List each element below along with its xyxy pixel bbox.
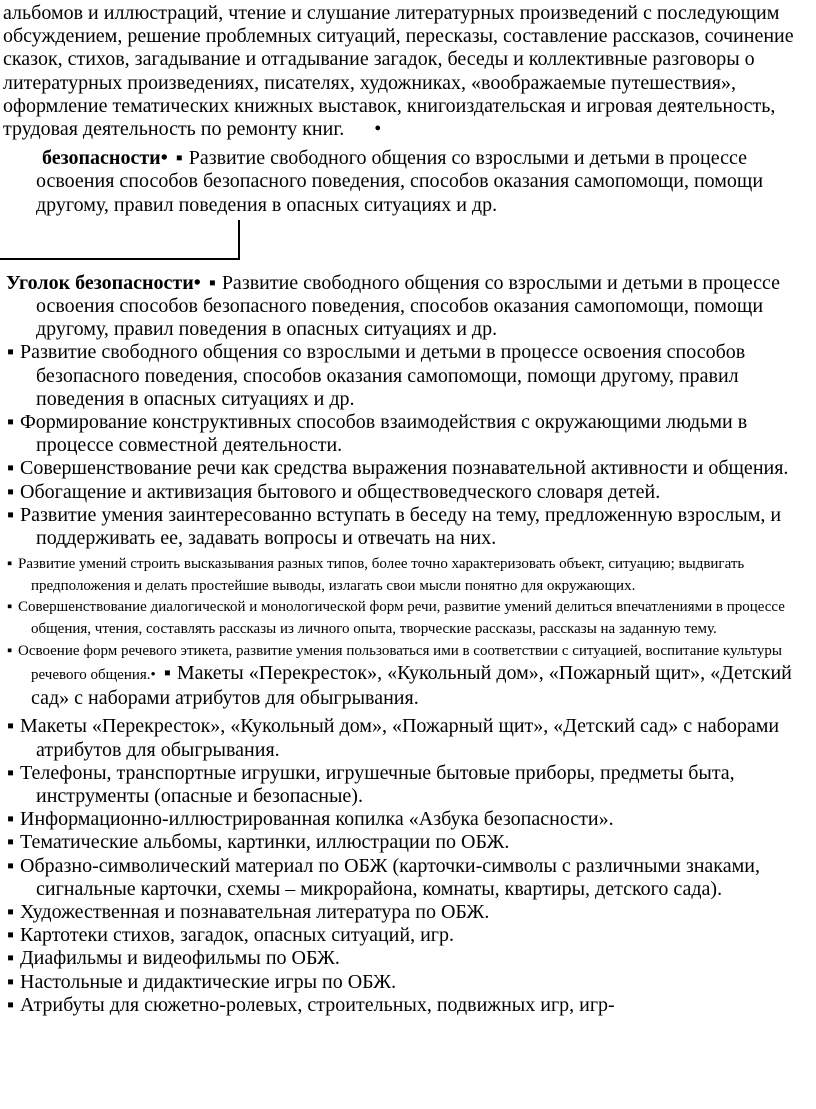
bezopasnosti-paragraph (3, 147, 813, 217)
square-bullet-icon: ▪ (7, 480, 15, 503)
list-item (3, 855, 813, 901)
list-item-text: Совершенствование диалогической и монологической форм речи, развитие умений делиться впечатлениями в процессе общения, чтения, составлять рассказы из личного опыта, творческие рассказы, рассказы на заданную тему. (18, 599, 785, 638)
square-bullet-icon: ▪ (7, 854, 15, 877)
list-item (3, 597, 813, 640)
square-bullet-icon: ▪ (7, 556, 13, 573)
list-item (3, 457, 813, 480)
list-item-text: Развитие умения заинтересованно вступать в беседу на тему, предложенную взрослым, и поддерживать ее, задавать вопросы и отвечать на них. (20, 503, 782, 550)
list-item-text: Информационно-иллюстрированная копилка «Азбука безопасности». (20, 808, 614, 831)
list-item (3, 762, 813, 808)
list-item-text: Картотеки стихов, загадок, опасных ситуаций, игр. (20, 924, 454, 947)
list-item-text: Развитие свободного общения со взрослыми и детьми в процессе освоения способов безопасного поведения, способов оказания самопомощи, помощи другому, правил поведения в опасных ситуациях и др. (20, 341, 746, 410)
square-bullet-icon: ▪ (7, 503, 15, 526)
ugolok-text: Развитие свободного общения со взрослыми и детьми в процессе освоения способов безопасного поведения, способов оказания самопомощи, помощи другому, правил поведения в опасных ситуациях и др. (36, 271, 781, 341)
square-bullet-icon: ▪ (7, 761, 15, 784)
square-bullet-icon: ▪ (7, 808, 15, 831)
square-bullet-icon: ▪ (7, 642, 13, 659)
square-bullet-icon: ▪ (7, 901, 15, 924)
square-bullet-icon: ▪ (7, 947, 15, 970)
list-item-text: Образно-символический материал по ОБЖ (карточки-символы с различными знаками, сигнальные карточки, схемы – микрорайона, комнаты, квартиры, детского сада). (20, 854, 760, 900)
square-bullet-icon: ▪ (7, 599, 13, 616)
list-item (3, 341, 813, 411)
list-item (3, 481, 813, 504)
bezopasnosti-label (42, 147, 168, 169)
label-text: безопасности (42, 147, 161, 170)
ugolok-label (6, 272, 201, 294)
list-item-mixed (3, 641, 813, 712)
label-text: Уголок безопасности (6, 271, 194, 294)
materials-list (3, 715, 813, 1017)
square-bullet-icon: ▪ (7, 831, 15, 854)
tasks-large-list (3, 341, 813, 550)
list-item (3, 994, 813, 1017)
list-item-text: Тематические альбомы, картинки, иллюстрации по ОБЖ. (20, 831, 510, 854)
square-bullet-icon: ▪ (175, 147, 183, 170)
square-bullet-icon: ▪ (7, 457, 15, 480)
square-bullet-icon: ▪ (7, 411, 15, 434)
round-bullet-icon: • (160, 147, 168, 170)
bezopasnosti-text: Развитие свободного общения со взрослыми и детьми в процессе освоения способов безопасного поведения, способов оказания самопомощи, помощи другому, правил поведения в опасных ситуациях и др. (36, 147, 764, 216)
list-item-text: Обогащение и активизация бытового и обществоведческого словаря детей. (20, 480, 661, 503)
square-bullet-icon: ▪ (7, 715, 15, 738)
list-item-text: Формирование конструктивных способов взаимодействия с окружающими людьми в процессе совместной деятельности. (20, 411, 748, 457)
list-item-text: Развитие умений строить высказывания разных типов, более точно характеризовать объект, ситуацию; выдвигать предположения и делать простейшие выводы, излагать свои мысли понятно для окружающих. (18, 556, 745, 594)
ugolok-paragraph (3, 272, 813, 342)
round-bullet-icon: • (150, 667, 156, 684)
tasks-small-list (3, 554, 813, 711)
list-item-text: Совершенствование речи как средства выражения познавательной активности и общения. (20, 457, 789, 480)
square-bullet-icon: ▪ (7, 341, 15, 364)
list-item-text: Атрибуты для сюжетно-ролевых, строительных, подвижных игр, игр- (20, 993, 615, 1016)
list-item (3, 715, 813, 761)
list-item (3, 411, 813, 457)
round-bullet-icon: • (193, 271, 201, 294)
square-bullet-icon: ▪ (7, 970, 15, 993)
square-bullet-icon: ▪ (163, 662, 171, 685)
list-item-text: Освоение форм речевого этикета, развитие умения пользоваться ими в соответствии с ситуацией, воспитание культуры речевого общения. (18, 642, 782, 684)
list-item (3, 554, 813, 597)
list-item-text: Макеты «Перекресток», «Кукольный дом», «Пожарный щит», «Детский сад» с наборами атрибутов для обыгрывания. (20, 715, 780, 761)
intro-text: альбомов и иллюстраций, чтение и слушание литературных произведений с последующим обсуждением, решение проблемных ситуаций, пересказы, составление рассказов, сочинение сказок, стихов, загадывание и отгадывание загадок, беседы и коллективные разговоры о литературных произведениях, писателях, художниках, «воображаемые путешествия», оформление тематических книжных выставок, книгоиздательская и игровая деятельность, трудовая деятельность по ремонту книг. (3, 2, 794, 141)
square-bullet-icon: ▪ (7, 924, 15, 947)
intro-paragraph (3, 2, 813, 141)
square-bullet-icon: ▪ (208, 271, 216, 294)
list-item (3, 831, 813, 854)
round-bullet-icon: • (374, 118, 382, 141)
list-item-text: Настольные и дидактические игры по ОБЖ. (20, 970, 397, 993)
list-item-text: Телефоны, транспортные игрушки, игрушечные бытовые приборы, предметы быта, инструменты (опасные и безопасные). (20, 761, 735, 808)
list-item (3, 901, 813, 924)
list-item (3, 808, 813, 831)
list-item (3, 924, 813, 947)
list-item (3, 971, 813, 994)
list-item-text: Макеты «Перекресток», «Кукольный дом», «Пожарный щит», «Детский сад» с наборами атрибутов для обыгрывания. (31, 662, 792, 709)
table-cell-border (0, 220, 240, 260)
square-bullet-icon: ▪ (7, 993, 15, 1016)
list-item-text: Диафильмы и видеофильмы по ОБЖ. (20, 947, 340, 970)
list-item (3, 504, 813, 550)
list-item-text: Художественная и познавательная литература по ОБЖ. (20, 901, 490, 924)
list-item (3, 947, 813, 970)
